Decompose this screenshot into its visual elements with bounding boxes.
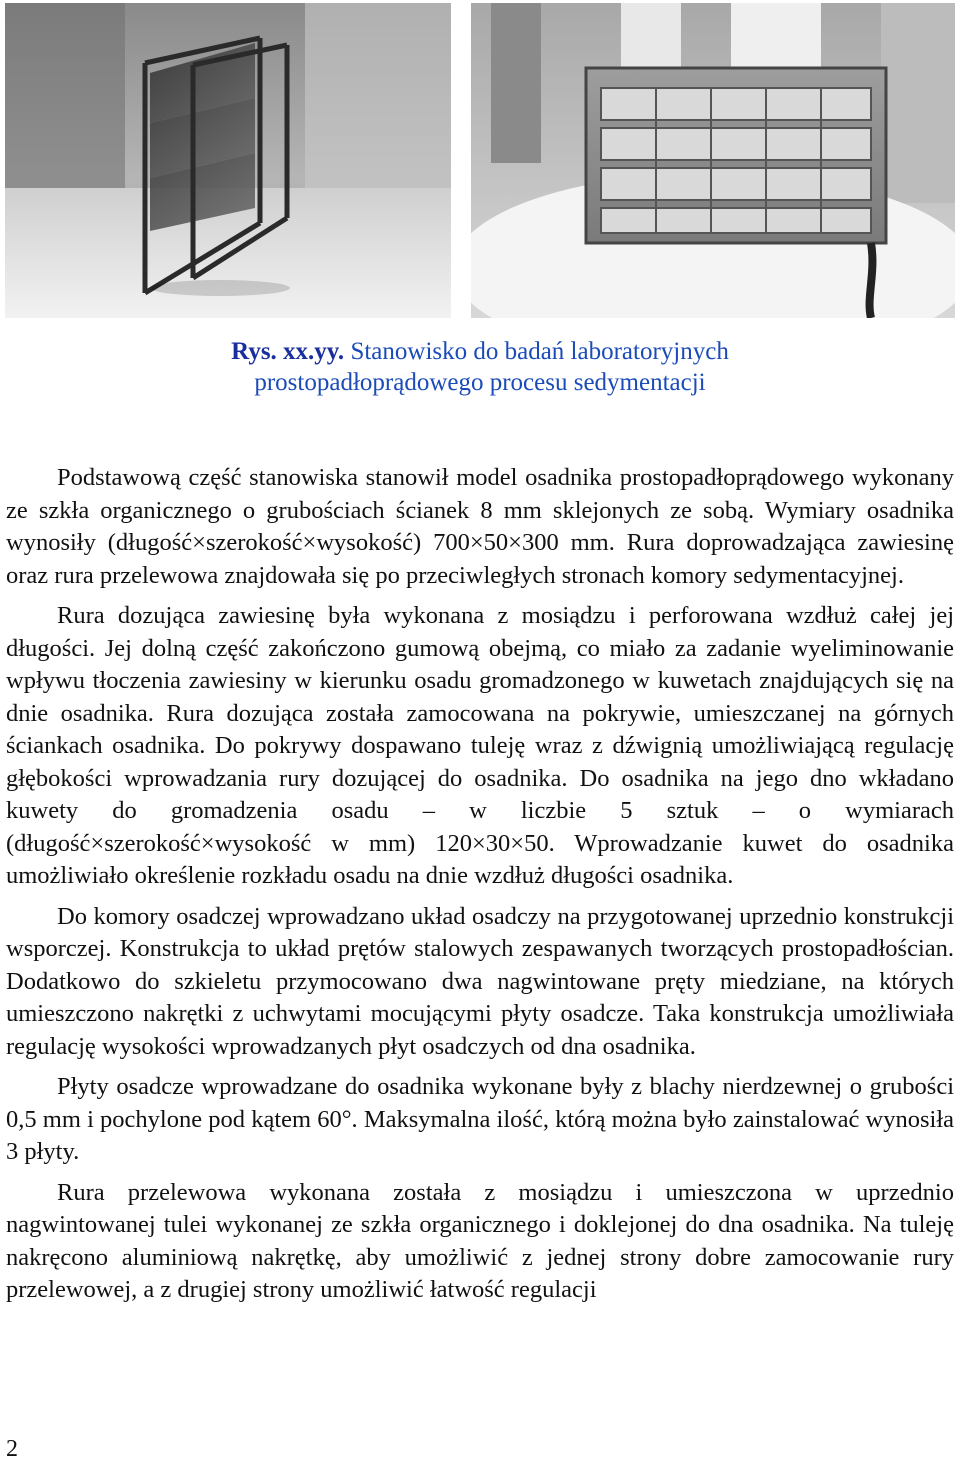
caption-label: Rys. xx.yy. bbox=[231, 338, 345, 365]
figure-caption bbox=[100, 336, 860, 398]
paragraph-4: Płyty osadcze wprowadzane do osadnika wykonane były z blachy nierdzewnej o grubości 0,5 mm i pochylone pod kątem 60°. Maksymalna ilość, którą można było zainstalować wynosiła 3 płyty. bbox=[6, 1073, 954, 1165]
paragraph-3: Do komory osadczej wprowadzano układ osadczy na przygotowanej uprzednio konstrukcji wsporczej. Konstrukcja to układ prętów stalowych zespawanych tworzących prostopadłościan. Dodatkowo do szkieletu przymocowano dwa nagwintowane pręty miedziane, na których umieszczono nakrętki z uchwytami mocującymi płyty osadcze. Taka konstrukcja umożliwiała regulację wysokości wprowadzanych płyt osadczych od dna osadnika. bbox=[6, 902, 954, 1060]
paragraph-5: Rura przelewowa wykonana została z mosiądzu i umieszczona w uprzednio nagwintowanej tulei wykonanej ze szkła organicznego i doklejonej do dna osadnika. Na tuleję nakręcono aluminiową nakrętkę, aby umożliwić z jednej strony dobre zamocowanie rury przelewowej, a z drugiej strony umożliwić łatwość regulacji bbox=[6, 1178, 954, 1303]
caption-line-2: prostopadłoprądowego procesu sedymentacji bbox=[254, 369, 706, 396]
caption-line-1: Rys. xx.yy. Stanowisko do badań laboratoryjnych bbox=[231, 338, 729, 365]
body-text bbox=[6, 462, 954, 1307]
photo-settling-tank bbox=[471, 3, 955, 318]
page-number: 2 bbox=[6, 1436, 18, 1462]
paragraph-2: Rura dozująca zawiesinę była wykonana z mosiądzu i perforowana wzdłuż całej jej długości. Jej dolną część zakończono gumową obejmą, co miało za zadanie wyeliminowanie wpływu tłoczenia zawiesiny w kierunku osadu gromadzonego w kuwetach znajdujących się na dnie osadnika. Rura dozująca została zamocowana na pokrywie, umieszczanej na górnych ściankach osadnika. Do pokrywy dospawano tuleję wraz z dźwignią umożliwiającą regulację głębokości wprowadzania rury dozującej do osadnika. Do osadnika na jego dno wkładano kuwety do gromadzenia osadu – w liczbie 5 sztuk – o wymiarach (długość×szerokość×wysokość w mm) 120×30×50. Wprowadzanie kuwet do osadnika umożliwiało określenie rozkładu osadu na dnie wzdłuż długości osadnika. bbox=[6, 602, 954, 889]
photo-support-frame bbox=[5, 3, 451, 318]
paragraph-1: Podstawową część stanowiska stanowił model osadnika prostopadłoprądowego wykonany ze szkła organicznego o grubościach ścianek 8 mm sklejonych ze sobą. Wymiary osadnika wynosiły (długość×szerokość×wysokość) 700×50×300 mm. Rura doprowadzająca zawiesinę oraz rura przelewowa znajdowała się po przeciwległych stronach komory sedymentacyjnej. bbox=[6, 464, 954, 589]
